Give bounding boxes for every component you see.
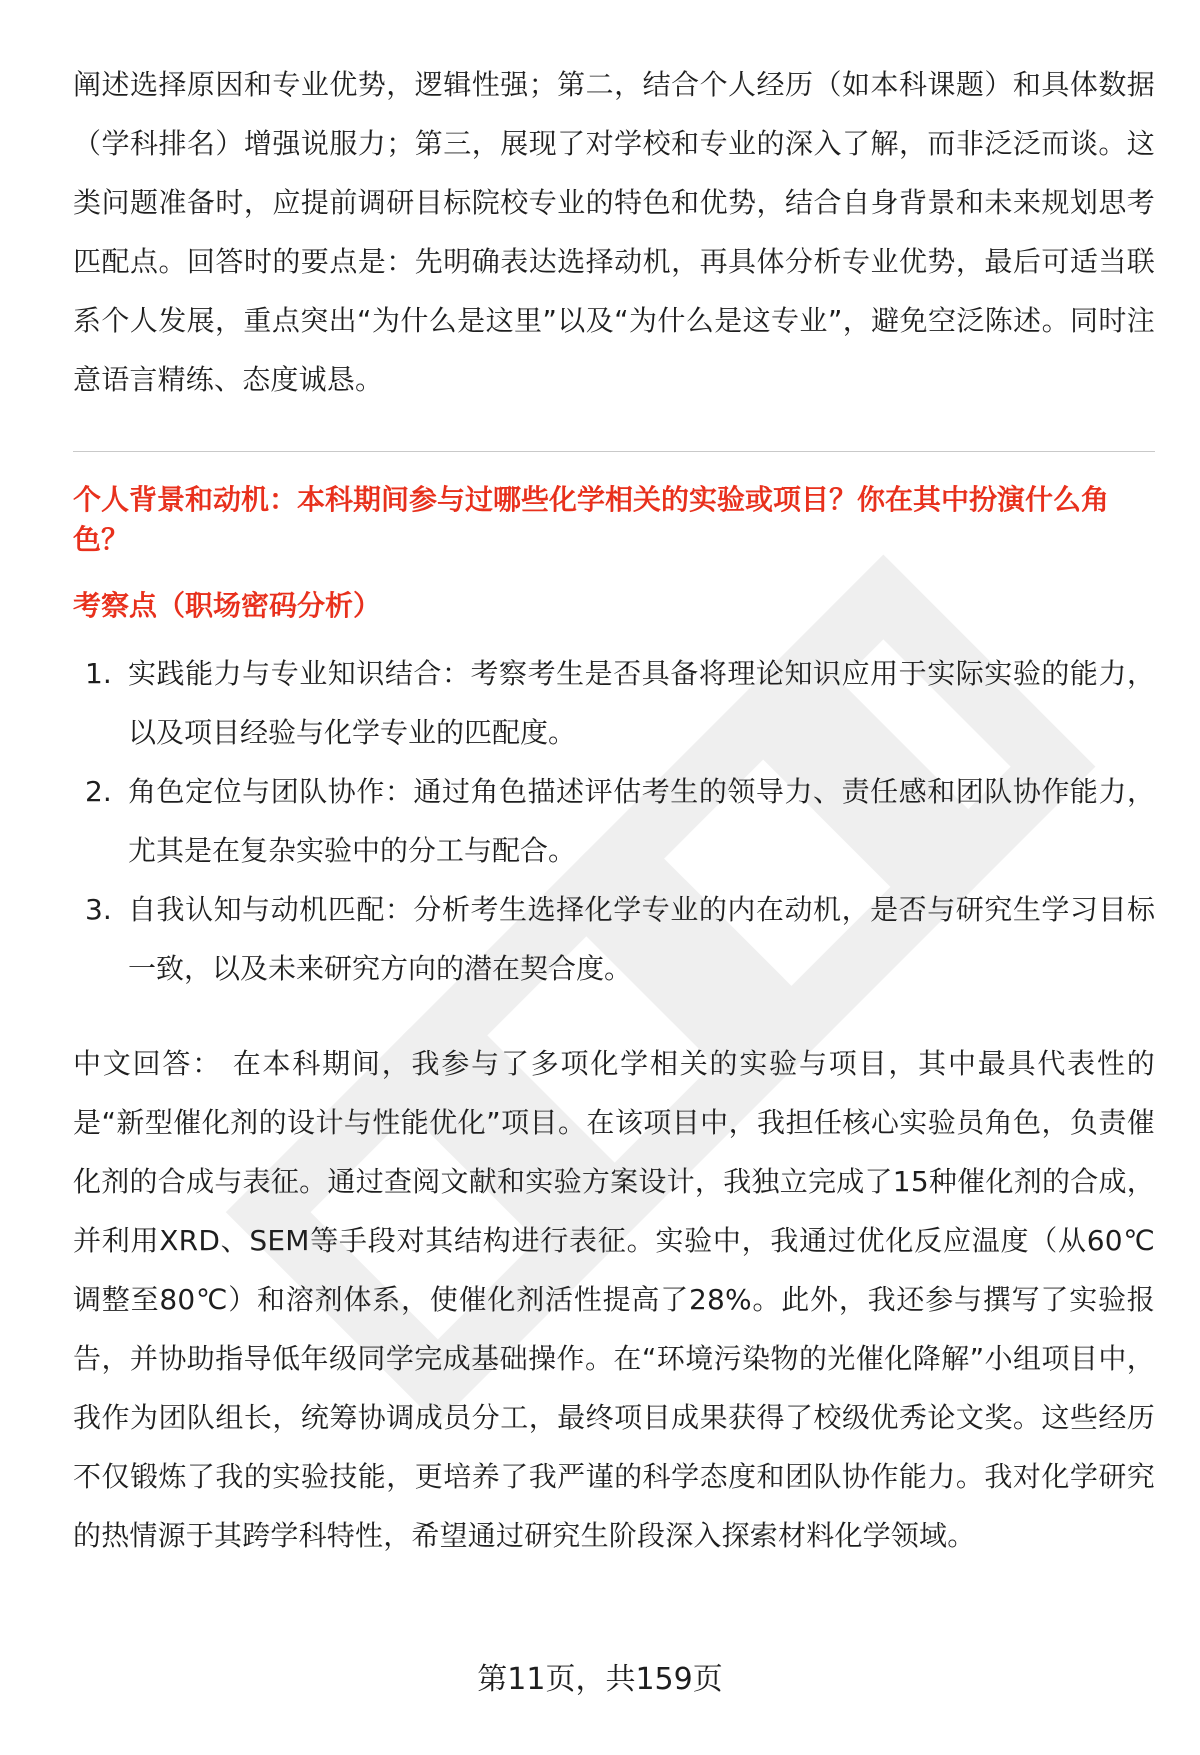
point-number: 2. [85, 775, 112, 808]
analysis-point-3 [73, 880, 1155, 998]
section-divider [73, 451, 1155, 452]
point-number: 3. [85, 893, 112, 926]
content-area [73, 55, 1155, 1565]
point-number: 1. [85, 657, 112, 690]
page-footer: 第11页，共159页 [477, 1662, 723, 1697]
answer-paragraph: 中文回答： 在本科期间，我参与了多项化学相关的实验与项目，其中最具代表性的是“新型催化剂的设计与性能优化”项目。在该项目中，我担任核心实验员角色，负责催化剂的合成与表征。通过查阅文献和实验方案设计，我独立完成了15种催化剂的合成，并利用XRD、SEM等手段对其结构进行表征。实验中，我通过优化反应温度（从60℃调整至80℃）和溶剂体系，使催化剂活性提高了28%。此外，我还参与撰写了实验报告，并协助指导低年级同学完成基础操作。在“环境污染物的光催化降解”小组项目中，我作为团队组长，统筹协调成员分工，最终项目成果获得了校级优秀论文奖。这些经历不仅锻炼了我的实验技能，更培养了我严谨的科学态度和团队协作能力。我对化学研究的热情源于其跨学科特性，希望通过研究生阶段深入探索材料化学领域。 [73, 1047, 1155, 1552]
point-text: 自我认知与动机匹配：分析考生选择化学专业的内在动机，是否与研究生学习目标一致，以及未来研究方向的潜在契合度。 [128, 893, 1155, 985]
point-text: 实践能力与专业知识结合：考察考生是否具备将理论知识应用于实际实验的能力，以及项目经验与化学专业的匹配度。 [128, 657, 1155, 749]
analysis-points-list [73, 644, 1155, 998]
intro-paragraph: 阐述选择原因和专业优势，逻辑性强；第二，结合个人经历（如本科课题）和具体数据（学科排名）增强说服力；第三，展现了对学校和专业的深入了解，而非泛泛而谈。这类问题准备时，应提前调研目标院校专业的特色和优势，结合自身背景和未来规划思考匹配点。回答时的要点是：先明确表达选择动机，再具体分析专业优势，最后可适当联系个人发展，重点突出“为什么是这里”以及“为什么是这专业”，避免空泛陈述。同时注意语言精练、态度诚恳。 [73, 68, 1155, 396]
point-text: 角色定位与团队协作：通过角色描述评估考生的领导力、责任感和团队协作能力，尤其是在复杂实验中的分工与配合。 [128, 775, 1155, 867]
question-heading: 个人背景和动机：本科期间参与过哪些化学相关的实验或项目？你在其中扮演什么角色？ [73, 483, 1110, 556]
analysis-point-1 [73, 644, 1155, 762]
analysis-point-2 [73, 762, 1155, 880]
analysis-heading: 考察点（职场密码分析） [73, 589, 382, 622]
